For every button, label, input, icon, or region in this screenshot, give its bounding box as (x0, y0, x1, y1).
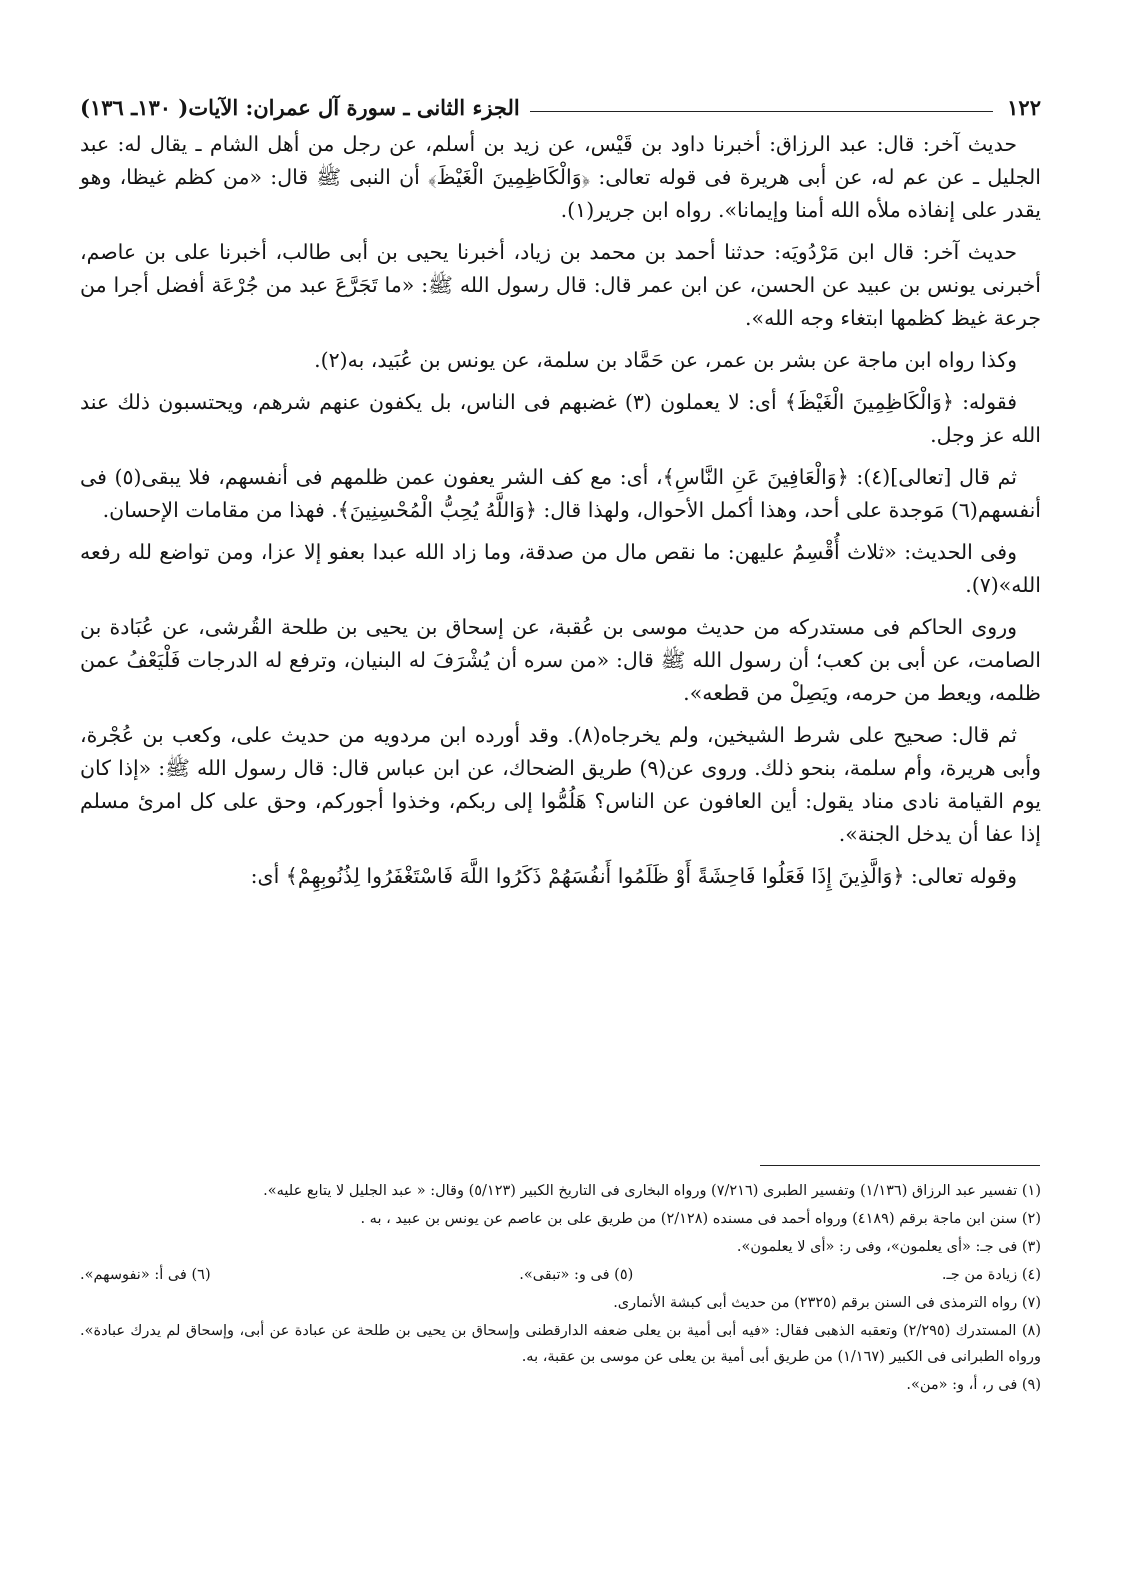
paragraph-2: حديث آخر: قال ابن مَرْدُويَه: حدثنا أحمد بن محمد بن زياد، أخبرنا يحيى بن أبى طالب، أخبرنا على بن عاصم، أخبرنى يونس بن عبيد عن الحسن، عن ابن عمر قال: قال رسول الله ﷺ: «ما تَجَرَّعَ عبد من جُرْعَة أفضل أجرا من جرعة غيظ كظمها ابتغاء وجه الله». (80, 240, 1041, 330)
page-header (80, 80, 1041, 120)
footnote-8: (٨) المستدرك (٢/٢٩٥) وتعقبه الذهبى فقال: «فيه أبى أمية بن يعلى ضعفه الدارقطنى وإسحاق بن يحيى بن طلحة عن عبادة عن أبى، وإسحاق لم يدرك عبادة». ورواه الطبرانى فى الكبير (١/١٦٧) من طريق أبى أمية بن يعلى عن موسى بن عقبة، به. (80, 1323, 1041, 1365)
footnote-2: (٢) سنن ابن ماجة برقم (٤١٨٩) ورواه أحمد فى مسنده (٢/١٢٨) من طريق على بن عاصم عن يونس بن عبيد ، به . (360, 1211, 1041, 1227)
footnote-7: (٧) رواه الترمذى فى السنن برقم (٢٣٢٥) من حديث أبى كبشة الأنمارى. (613, 1295, 1041, 1311)
footnote-separator (760, 1165, 1040, 1166)
paragraph-5: ثم قال [تعالى](٤): ﴿وَالْعَافِينَ عَنِ النَّاسِ﴾، أى: مع كف الشر يعفون عمن ظلمهم فى أنفسهم، فلا يبقى(٥) فى أنفسهم(٦) مَوجدة على أحد، وهذا أكمل الأحوال، ولهذا قال: ﴿وَاللَّهُ يُحِبُّ الْمُحْسِنِينَ﴾. فهذا من مقامات الإحسان. (80, 465, 1041, 522)
footnote-1: (١) تفسير عبد الرزاق (١/١٣٦) وتفسير الطبرى (٧/٢١٦) ورواه البخارى فى التاريخ الكبير (٥/١٢٣) وقال: « عبد الجليل لا يتابع عليه». (263, 1183, 1041, 1199)
paragraph-7: وروى الحاكم فى مستدركه من حديث موسى بن عُقبة، عن إسحاق بن يحيى بن طلحة القُرشى، عن عُبَادة بن الصامت، عن أبى بن كعب؛ أن رسول الله ﷺ قال: «من سره أن يُشْرَفَ له البنيان، وترفع له الدرجات فَلْيَعْفُ عمن ظلمه، ويعط من حرمه، ويَصِلْ من قطعه». (80, 615, 1041, 705)
running-title: الجزء الثانى ـ سورة آل عمران: الآيات( ١٣٠ـ ١٣٦) (80, 95, 520, 120)
footnote-9: (٩) فى ر، أ، و: «من». (906, 1377, 1041, 1393)
paragraph-1: حديث آخر: قال: عبد الرزاق: أخبرنا داود بن قَيْس، عن زيد بن أسلم، عن رجل من أهل الشام ـ يقال له: عبد الجليل ـ عن عم له، عن أبى هريرة فى قوله تعالى: ﴿وَالْكَاظِمِينَ الْغَيْظَ﴾ أن النبى ﷺ قال: «من كظم غيظا، وهو يقدر على إنفاذه ملأه الله أمنا وإيمانا». رواه ابن جرير(١). (80, 132, 1041, 222)
paragraph-3: وكذا رواه ابن ماجة عن بشر بن عمر، عن حَمَّاد بن سلمة، عن يونس بن عُبَيد، به(٢). (314, 348, 1017, 372)
footnote-5: (٥) فى و: «تبقى». (519, 1267, 634, 1283)
paragraph-4: فقوله: ﴿وَالْكَاظِمِينَ الْغَيْظَ﴾ أى: لا يعملون (٣) غضبهم فى الناس، بل يكفون عنهم شرهم، ويحتسبون ذلك عند الله عز وجل. (80, 390, 1041, 447)
footnote-6: (٦) فى أ: «نفوسهم». (80, 1267, 211, 1283)
footnote-row-4-6 (80, 1262, 1041, 1288)
paragraph-9: وقوله تعالى: ﴿وَالَّذِينَ إِذَا فَعَلُوا فَاحِشَةً أَوْ ظَلَمُوا أَنفُسَهُمْ ذَكَرُوا اللَّهَ فَاسْتَغْفَرُوا لِذُنُوبِهِمْ﴾ أى: (250, 864, 1017, 888)
footnotes (80, 1178, 1041, 1400)
paragraph-6: وفى الحديث: «ثلاث أُقْسِمُ عليهن: ما نقص مال من صدقة، وما زاد الله عبدا بعفو إلا عزا، ومن تواضع لله رفعه الله»(٧). (80, 540, 1041, 597)
main-text (80, 128, 1041, 902)
paragraph-8: ثم قال: صحيح على شرط الشيخين، ولم يخرجاه(٨). وقد أورده ابن مردويه من حديث على، وكعب بن عُجْرة، وأبى هريرة، وأم سلمة، بنحو ذلك. وروى عن(٩) طريق الضحاك، عن ابن عباس قال: قال رسول الله ﷺ: «إذا كان يوم القيامة نادى مناد يقول: أين العافون عن الناس؟ هَلُمُّوا إلى ربكم، وخذوا أجوركم، وحق على كل امرئ مسلم إذا عفا أن يدخل الجنة». (80, 723, 1042, 846)
footnote-3: (٣) فى جـ: «أى يعلمون»، وفى ر: «أى لا يعلمون». (736, 1239, 1041, 1255)
footnote-4: (٤) زيادة من جـ. (941, 1267, 1041, 1283)
page-number: ١٢٢ (1007, 95, 1041, 120)
header-rule (530, 111, 993, 112)
